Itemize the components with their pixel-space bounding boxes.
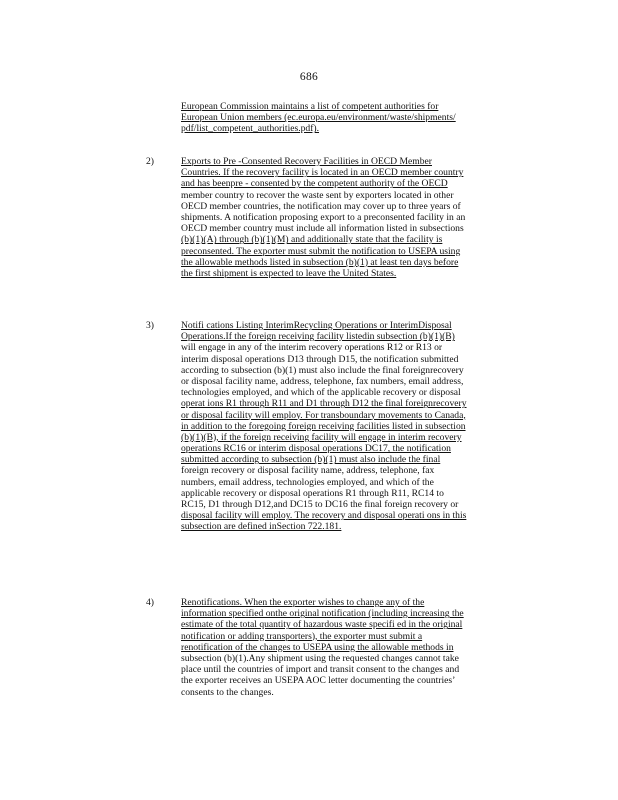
intro-paragraph	[181, 101, 539, 135]
text-line: Operations.If the foreign receiving facility listedin subsection (b)(1)(B)	[181, 331, 455, 343]
text-line: Countries. If the recovery facility is located in an OECD member country	[181, 167, 464, 179]
text-line: consents to the changes.	[181, 686, 274, 698]
text-line: OECD member country must include all information listed in subsections	[181, 223, 464, 235]
text-line: information specified onthe original notification (including increasing the	[181, 608, 464, 620]
text-line: estimate of the total quantity of hazardous waste specifi ed in the original	[181, 619, 463, 631]
text-line: the first shipment is expected to leave the United States.	[181, 267, 397, 279]
text-line: subsection are defined inSection 722.181.	[181, 521, 342, 533]
text-line: (b)(1)(A) through (b)(1)(M) and additionally state that the facility is	[181, 234, 443, 246]
item-4-paragraph	[181, 597, 539, 698]
text-line: operations RC16 or interim disposal operations DC17, the notification	[181, 443, 451, 455]
page-number: 686	[299, 71, 319, 83]
text-line: member country to recover the waste sent by exporters located in other	[181, 189, 454, 201]
item-3-paragraph	[181, 320, 539, 533]
text-line: European Union members (ec.europa.eu/environment/waste/shipments/	[181, 112, 456, 124]
text-line: subsection (b)(1).Any shipment using the requested changes cannot take	[181, 652, 459, 664]
text-line: operat ions R1 through R11 and D1 through D12 the final foreignrecovery	[181, 398, 467, 410]
text-line: Exports to Pre -Consented Recovery Facilities in OECD Member	[181, 156, 432, 167]
text-line: notification or adding transporters), the exporter must submit a	[181, 630, 423, 642]
text-line: and has beenpre - consented by the competent authority of the OECD	[181, 178, 448, 190]
text-line: preconsented. The exporter must submit the notification to USEPA using	[181, 245, 461, 257]
text-line: RC15, D1 through D12,and DC15 to DC16 the final foreign recovery or	[181, 499, 459, 510]
item-number-4: 4)	[146, 597, 154, 608]
item-number-3: 3)	[146, 320, 154, 331]
item-2-paragraph	[181, 156, 539, 279]
text-line: Notifi cations Listing InterimRecycling Operations or InterimDisposal	[181, 320, 452, 331]
text-line: place until the countries of import and transit consent to the changes and	[181, 664, 460, 676]
text-line: renotification of the changes to USEPA using the allowable methods in	[181, 641, 454, 653]
text-line: foreign recovery or disposal facility name, address, telephone, fax	[181, 465, 435, 477]
text-line: interim disposal operations D13 through D15, the notification submitted	[181, 353, 459, 365]
text-line: or disposal facility will employ. For transboundary movements to Canada,	[181, 409, 466, 421]
text-line: applicable recovery or disposal operations R1 through R11, RC14 to	[181, 487, 444, 499]
text-line: OECD member countries, the notification may cover up to three years of	[181, 200, 461, 212]
text-line: Renotifications. When the exporter wishes to change any of the	[181, 597, 425, 608]
text-line: will engage in any of the interim recovery operations R12 or R13 or	[181, 342, 443, 354]
text-line: submitted according to subsection (b)(1) must also include the final	[181, 454, 441, 466]
text-line: the allowable methods listed in subsection (b)(1) at least ten days before	[181, 256, 459, 268]
text-line: technologies employed, and which of the applicable recovery or disposal	[181, 387, 461, 399]
text-line: numbers, email address, technologies employed, and which of the	[181, 476, 434, 488]
text-line: according to subsection (b)(1) must also include the final foreignrecovery	[181, 364, 464, 376]
text-line: pdf/list_competent_authorities.pdf).	[181, 123, 320, 135]
text-line: shipments. A notification proposing export to a preconsented facility in an	[181, 211, 466, 223]
text-line: the exporter receives an USEPA AOC letter documenting the countries’	[181, 675, 456, 687]
text-line: or disposal facility name, address, telephone, fax numbers, email address,	[181, 375, 464, 387]
text-line: European Commission maintains a list of competent authorities for	[181, 101, 439, 112]
text-line: in addition to the foregoing foreign receiving facilities listed in subsection	[181, 420, 466, 432]
item-number-2: 2)	[146, 156, 154, 167]
text-line: disposal facility will employ. The recovery and disposal operati ons in this	[181, 510, 467, 522]
text-line: (b)(1)(B), if the foreign receiving facility will engage in interim recovery	[181, 431, 462, 443]
